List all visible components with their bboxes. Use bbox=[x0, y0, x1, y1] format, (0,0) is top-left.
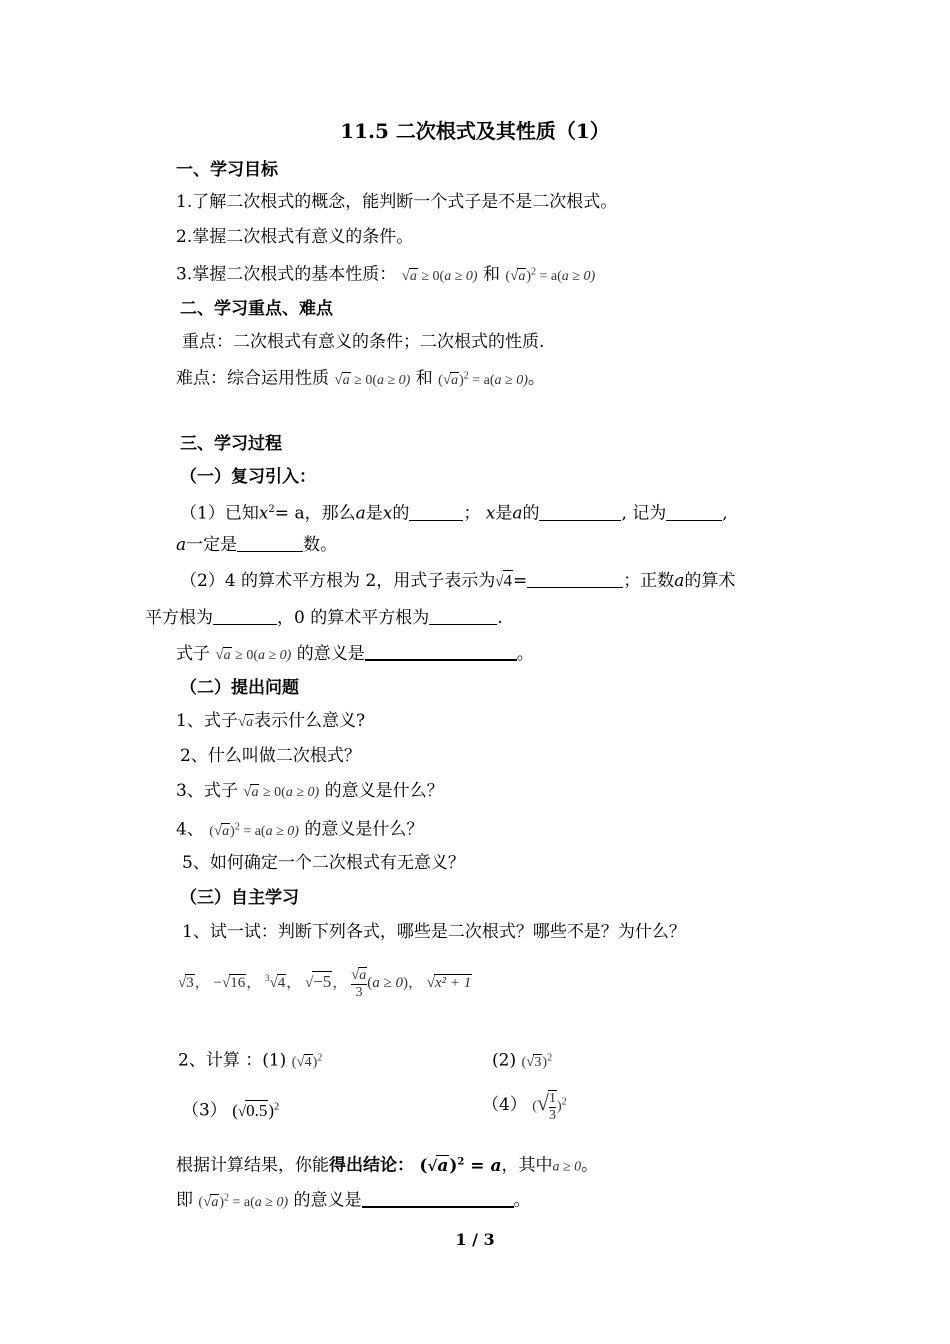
subheading-self-study: （三）自主学习 bbox=[180, 888, 299, 908]
answer-blank[interactable] bbox=[362, 1188, 514, 1208]
expressions-row: √3， −√16， $^3$√4， √−5， $\frac{√a}{3}$ (a ≥ 0)， √x² + 1 bbox=[178, 966, 472, 1000]
page-title: 11.5 二次根式及其性质（1） bbox=[340, 119, 610, 143]
question-2: 2、什么叫做二次根式？ bbox=[180, 746, 361, 766]
exercise-2-part-2: (2) $(√3)^2$ bbox=[492, 1050, 553, 1071]
answer-blank[interactable] bbox=[213, 606, 277, 625]
question-4: 4、 $(√a)^2 = a(a \ge 0)$ 的意义是什么？ bbox=[176, 819, 424, 840]
conclusion: 根据计算结果，你能得出结论： $(√a)^2 = a$，其中a ≥ 0。 bbox=[176, 1155, 599, 1176]
hard-point: 难点：综合运用性质 √a ≥ 0(a ≥ 0) 和 $(√a)^2 = a(a \ge 0)$。 bbox=[176, 368, 545, 389]
review-question-3: 式子 √a ≥ 0(a ≥ 0) 的意义是 。 bbox=[176, 641, 534, 668]
page-number: 1 / 3 bbox=[455, 1230, 495, 1249]
subheading-questions: （二）提出问题 bbox=[180, 678, 299, 698]
answer-blank[interactable] bbox=[365, 641, 517, 661]
goal-1: 1.了解二次根式的概念，能判断一个式子是不是二次根式。 bbox=[176, 192, 618, 212]
section-heading-goals: 一、学习目标 bbox=[176, 160, 278, 180]
meaning: 即 $(√a)^2 = a(a \ge 0)$ 的意义是 。 bbox=[176, 1186, 531, 1215]
question-5: 5、如何确定一个二次根式有无意义？ bbox=[182, 853, 465, 873]
exercise-2-part-4: （4） (√ $\frac{1}{3}$ )$^2$ bbox=[482, 1090, 567, 1123]
exercise-1: 1、试一试：判断下列各式，哪些是二次根式？哪些不是？为什么？ bbox=[182, 922, 686, 942]
question-3: 3、式子 √a ≥ 0(a ≥ 0) 的意义是什么？ bbox=[176, 781, 444, 801]
subheading-review: （一）复习引入： bbox=[180, 467, 316, 487]
goal-3: 3.掌握二次根式的基本性质： √a ≥ 0(a ≥ 0) 和 $(√a)^2 = a(a \ge 0)$ bbox=[176, 264, 596, 285]
answer-blank[interactable] bbox=[409, 502, 463, 521]
answer-blank[interactable] bbox=[429, 606, 497, 625]
key-point: 重点：二次根式有意义的条件；二次根式的性质. bbox=[182, 332, 545, 352]
goal-2: 2.掌握二次根式有意义的条件。 bbox=[176, 227, 414, 247]
review-question-1: （1）已知$x^2= a$，那么a是x的 ； x是a的 , 记为 , bbox=[180, 503, 728, 524]
answer-blank[interactable] bbox=[237, 533, 303, 552]
answer-blank[interactable] bbox=[539, 502, 621, 521]
answer-blank[interactable] bbox=[666, 502, 722, 521]
review-question-2-cont: 平方根为 ，0 的算术平方根为 . bbox=[145, 608, 503, 628]
exercise-2-part-3: （3） $(√0.5)^2$ bbox=[182, 1100, 280, 1121]
answer-blank[interactable] bbox=[527, 569, 623, 588]
review-question-2: （2）4 的算术平方根为 2，用式子表示为√4= ；正数a的算术 bbox=[180, 571, 736, 591]
section-heading-key-points: 二、学习重点、难点 bbox=[180, 299, 333, 319]
section-heading-process: 三、学习过程 bbox=[180, 434, 282, 454]
review-question-1-cont: a一定是 数。 bbox=[176, 535, 338, 555]
exercise-2: 2、计算 ：(1) $(√4)^2$ bbox=[178, 1050, 323, 1071]
question-1: 1、式子√a表示什么意义? bbox=[176, 711, 366, 731]
